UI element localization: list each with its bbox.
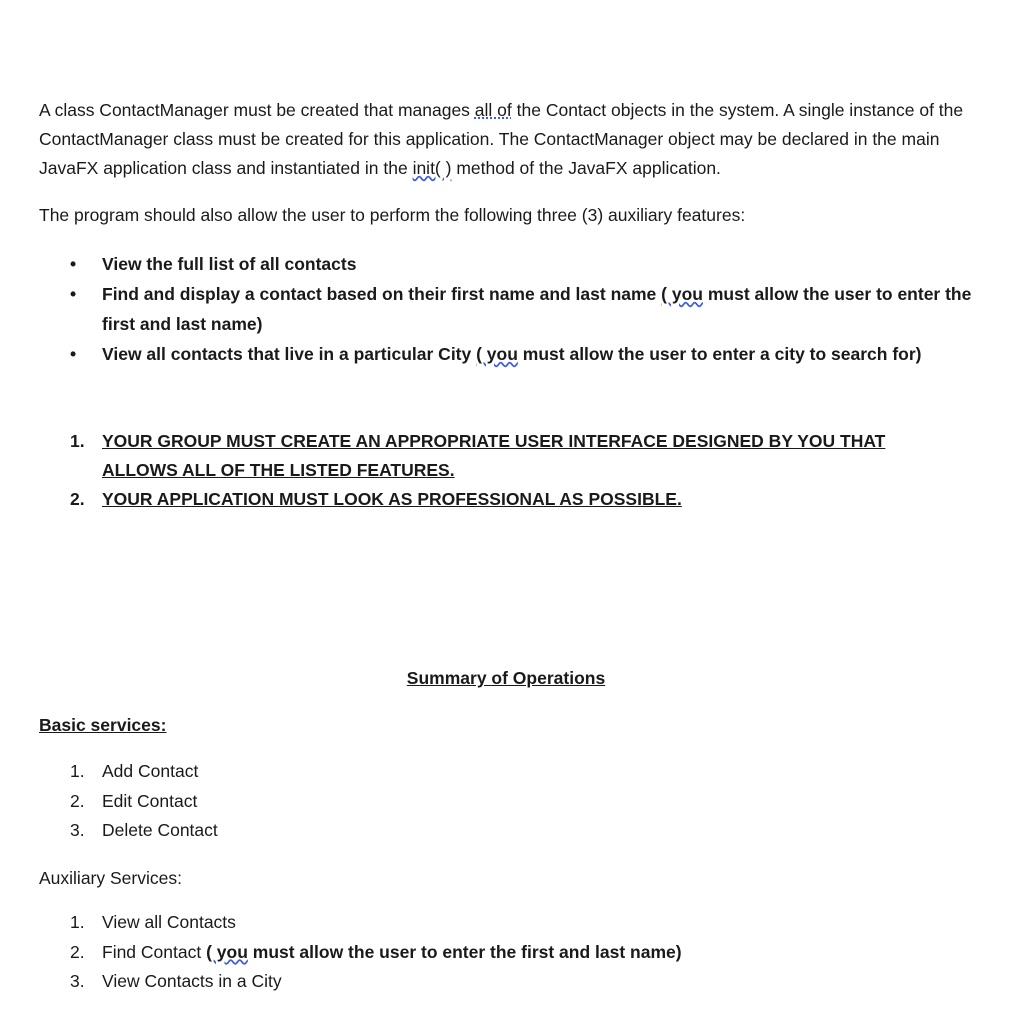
- requirements-list: [0, 427, 1000, 514]
- requirement-item: [0, 427, 962, 485]
- list-item: [0, 816, 1000, 846]
- list-item: [0, 787, 1000, 817]
- spell-flagged-you[interactable]: ( you: [476, 344, 518, 364]
- requirement-text: YOUR APPLICATION MUST LOOK AS PROFESSIONAL AS POSSIBLE.: [102, 489, 682, 509]
- requirement-item: [0, 485, 962, 514]
- spell-flagged-you[interactable]: ( you: [661, 284, 703, 304]
- intro-text-1: A class ContactManager must be created that manages: [39, 100, 475, 120]
- summary-heading: Summary of Operations: [406, 668, 606, 688]
- list-item-text: View Contacts in a City: [102, 971, 282, 991]
- intro-text-3: method of the JavaFX application.: [451, 158, 721, 178]
- requirement-text: YOUR GROUP MUST CREATE AN APPROPRIATE USER INTERFACE DESIGNED BY YOU THAT ALLOWS ALL OF THE LISTED FEATURES.: [102, 431, 886, 480]
- feature-text: must allow the user to enter the first and last name): [102, 284, 972, 334]
- features-intro: The program should also allow the user to perform the following three (3) auxiliary features:: [39, 205, 746, 225]
- intro-paragraph: [39, 96, 989, 183]
- grammar-flagged-phrase[interactable]: all of: [474, 100, 512, 120]
- bullet-icon: •: [70, 344, 77, 364]
- list-number: 2.: [70, 790, 85, 811]
- bullet-icon: •: [70, 284, 77, 304]
- list-number: 1.: [70, 761, 85, 781]
- list-number: 1.: [70, 912, 85, 932]
- feature-item-find-contact: [0, 279, 982, 339]
- list-item: [0, 967, 1000, 997]
- feature-text: must allow the user to enter a city to search for): [517, 344, 922, 364]
- list-item-text: Add Contact: [102, 761, 199, 781]
- list-number: 1.: [70, 431, 85, 451]
- features-list: [0, 249, 1000, 369]
- basic-services-heading: Basic services:: [39, 715, 167, 735]
- spell-flagged-you[interactable]: ( you: [206, 941, 248, 962]
- list-item: [0, 757, 1000, 787]
- intro-text-2: the Contact objects in the system. A single instance of the ContactManager class must be created for this application. The ContactManager object may be declared in the main JavaFX application class and instantiated in the: [39, 100, 964, 178]
- list-item-text: View all Contacts: [102, 912, 236, 932]
- feature-text: View all contacts that live in a particular City: [102, 344, 477, 364]
- list-number: 3.: [70, 971, 85, 991]
- list-item: [0, 908, 1000, 938]
- bullet-icon: •: [70, 254, 77, 274]
- spell-flagged-init[interactable]: init( ): [412, 158, 452, 178]
- feature-item-view-all: [0, 249, 982, 279]
- auxiliary-services-heading: Auxiliary Services:: [39, 868, 182, 888]
- feature-text: View the full list of all contacts: [102, 254, 357, 274]
- list-item-text-bold: must allow the user to enter the first and last name): [247, 941, 682, 962]
- list-number: 3.: [70, 820, 85, 840]
- list-number: 2.: [70, 489, 85, 509]
- auxiliary-services-list: [0, 908, 1000, 997]
- feature-item-city: [0, 339, 982, 369]
- list-item-text: Edit Contact: [102, 790, 198, 811]
- basic-services-list: [0, 757, 1000, 846]
- list-number: 2.: [70, 941, 85, 962]
- list-item: [0, 938, 1000, 968]
- feature-text: Find and display a contact based on their first name and last name: [102, 284, 662, 304]
- list-item-text: Find Contact: [102, 941, 207, 962]
- list-item-text: Delete Contact: [102, 820, 218, 840]
